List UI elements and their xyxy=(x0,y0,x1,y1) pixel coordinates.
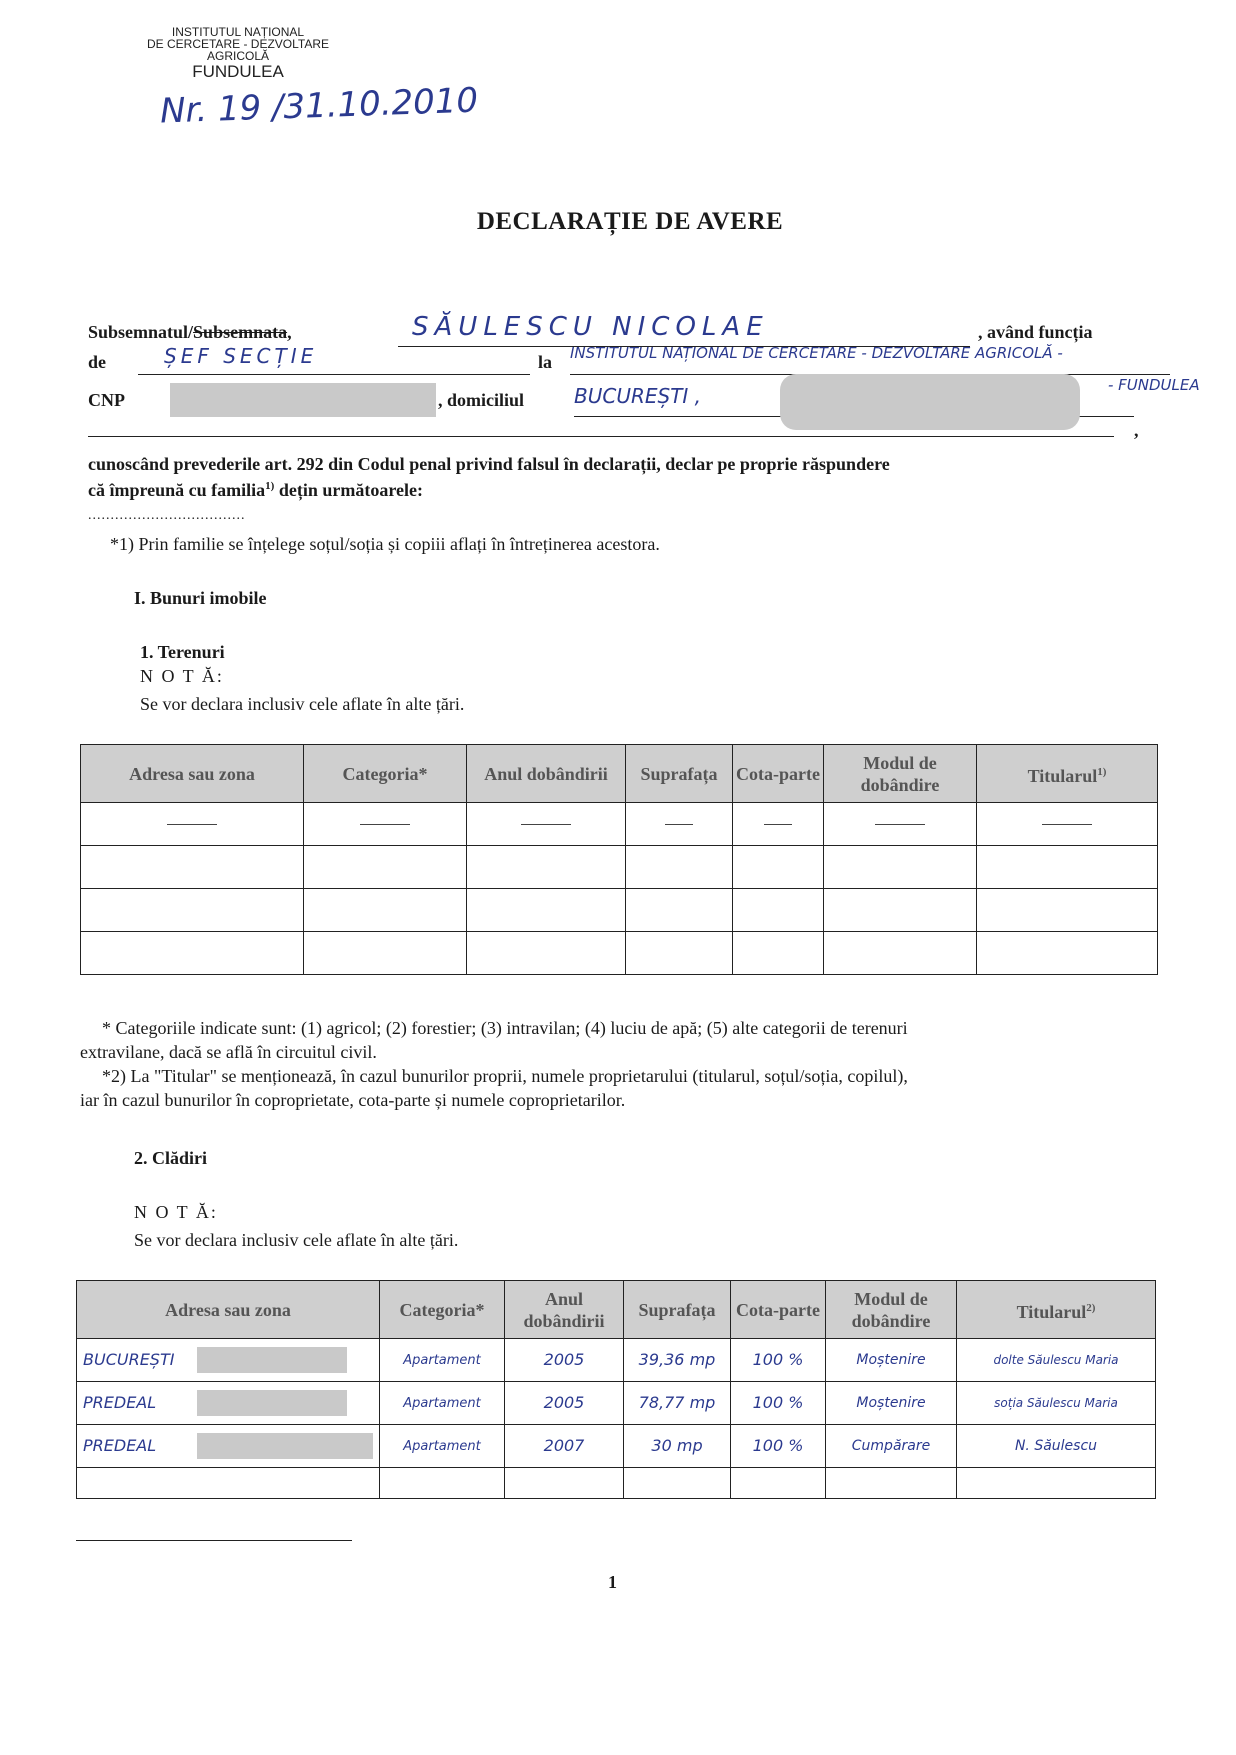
cell-adresa: PREDEAL xyxy=(83,1393,157,1412)
header-cota: Cota-parte xyxy=(731,1281,826,1339)
empty-dash xyxy=(360,824,410,825)
table-terenuri xyxy=(80,744,1158,975)
empty-dash xyxy=(1042,824,1092,825)
stamp-line-2: DE CERCETARE - DEZVOLTARE xyxy=(146,37,330,51)
label-functia: , având funcția xyxy=(978,322,1093,342)
header-categoria: Categoria* xyxy=(380,1281,505,1339)
cell-categoria: Apartament xyxy=(403,1353,481,1368)
label-subsemnata: Subsemnata xyxy=(193,322,288,342)
cell-suprafata: 39,36 mp xyxy=(638,1350,716,1369)
nota-text-terenuri: Se vor declara inclusiv cele aflate în alte țări. xyxy=(140,694,465,714)
address-redacted xyxy=(197,1433,373,1459)
header-categoria: Categoria* xyxy=(304,745,467,803)
address-redacted xyxy=(780,374,1080,430)
document-title: DECLARAȚIE DE AVERE xyxy=(476,208,784,235)
cnp-redacted xyxy=(170,383,436,417)
cell-cota: 100 % xyxy=(752,1393,804,1412)
registration-number: Nr. 19 /31.10.2010 xyxy=(159,80,479,132)
header-anul: Anul dobândirii xyxy=(505,1281,624,1339)
institution-continued: - FUNDULEA xyxy=(1108,376,1200,394)
cell-mod: Moștenire xyxy=(856,1352,926,1368)
empty-dash xyxy=(764,824,792,825)
label-subsemnatul: Subsemnatul/Subsemnata, xyxy=(88,322,292,342)
cell-categoria: Apartament xyxy=(403,1439,481,1454)
cell-mod: Moștenire xyxy=(856,1395,926,1411)
header-cota: Cota-parte xyxy=(733,745,824,803)
header-suprafata: Suprafața xyxy=(624,1281,731,1339)
declarant-name: SĂULESCU NICOLAE xyxy=(412,312,769,342)
table-row xyxy=(81,803,1158,846)
page-number: 1 xyxy=(608,1572,617,1592)
header-adresa: Adresa sau zona xyxy=(77,1281,380,1339)
address-trailing-comma: , xyxy=(1134,420,1139,440)
cell-cota: 100 % xyxy=(752,1350,804,1369)
label-la: la xyxy=(538,352,553,372)
empty-dash xyxy=(665,824,693,825)
header-mod: Modul de dobândire xyxy=(824,745,977,803)
address-redacted xyxy=(197,1347,347,1373)
cell-cota: 100 % xyxy=(752,1436,804,1455)
stamp-line-1: INSTITUTUL NAȚIONAL xyxy=(171,25,305,39)
table-row xyxy=(81,846,1158,889)
intro-dots: ................................... xyxy=(88,508,246,523)
stamp-line-3: AGRICOLĂ xyxy=(206,49,269,63)
cell-titular: dolte Săulescu Maria xyxy=(993,1353,1119,1367)
subsection-cladiri: 2. Clădiri xyxy=(134,1148,208,1168)
header-mod: Modul de dobândire xyxy=(826,1281,957,1339)
intro-line-2: că împreună cu familia$^{1)}$ dețin următoarele: xyxy=(88,480,423,500)
note-categorii: * Categoriile indicate sunt: (1) agricol; (2) forestier; (3) intravilan; (4) luciu de apă; (5) alte categorii de terenuri extravilane, dacă se află în circuitul civil. *2) La "Titular" se menționează, în cazul bunurilor proprii, numele proprietarului (titularul, soțul/soția, copilul), iar în cazul bunurilor în coproprietate, cota-parte și numele coproprietarilor. xyxy=(80,1018,908,1110)
label-de: de xyxy=(88,352,106,372)
table-row xyxy=(77,1339,1156,1382)
cell-suprafata: 78,77 mp xyxy=(638,1393,716,1412)
cell-adresa: BUCUREȘTI xyxy=(83,1350,175,1369)
cell-mod: Cumpărare xyxy=(851,1438,931,1454)
name-field xyxy=(398,312,970,347)
footnote-family: *1) Prin familie se înțelege soțul/soția și copiii aflați în întreținerea acestora. xyxy=(110,534,660,554)
stamp-line-4: FUNDULEA xyxy=(192,62,284,81)
nota-label-cladiri: N O T Ă: xyxy=(134,1202,218,1222)
nota-text-cladiri: Se vor declara inclusiv cele aflate în alte țări. xyxy=(134,1230,459,1250)
cell-anul: 2007 xyxy=(543,1436,585,1455)
empty-dash xyxy=(167,824,217,825)
cell-adresa: PREDEAL xyxy=(83,1436,157,1455)
address-redacted xyxy=(197,1390,347,1416)
header-suprafata: Suprafața xyxy=(626,745,733,803)
section-heading-imobile: I. Bunuri imobile xyxy=(134,588,267,608)
table-row xyxy=(77,1468,1156,1499)
table-row xyxy=(77,1382,1156,1425)
header-anul: Anul dobândirii xyxy=(467,745,626,803)
empty-dash xyxy=(875,824,925,825)
header-adresa: Adresa sau zona xyxy=(81,745,304,803)
table-header-row xyxy=(77,1281,1156,1339)
header-titular: Titularul$^{1)}$ xyxy=(977,745,1158,803)
subsection-terenuri: 1. Terenuri xyxy=(140,642,225,662)
nota-label-terenuri: N O T Ă: xyxy=(140,666,224,686)
label-cnp: CNP xyxy=(88,390,125,410)
intro-line-1: cunoscând prevederile art. 292 din Codul penal privind falsul în declarații, declar pe proprie răspundere xyxy=(88,454,890,474)
cell-categoria: Apartament xyxy=(403,1396,481,1411)
table-cladiri xyxy=(76,1280,1156,1499)
table-row xyxy=(77,1425,1156,1468)
footnote-divider xyxy=(76,1540,352,1541)
function-field xyxy=(138,344,530,375)
cell-anul: 2005 xyxy=(543,1350,585,1369)
cell-suprafata: 30 mp xyxy=(651,1436,703,1455)
address-line-2 xyxy=(88,436,1114,437)
declarant-address: BUCUREȘTI , xyxy=(574,384,702,408)
cell-titular: soția Săulescu Maria xyxy=(994,1396,1118,1410)
table-header-row xyxy=(81,745,1158,803)
institution-field xyxy=(570,344,1170,375)
table-row xyxy=(81,889,1158,932)
institution-stamp xyxy=(128,26,348,82)
cell-titular: N. Săulescu xyxy=(1014,1438,1098,1454)
empty-dash xyxy=(521,824,571,825)
cell-anul: 2005 xyxy=(543,1393,585,1412)
table-row xyxy=(81,932,1158,975)
declarant-institution: INSTITUTUL NAȚIONAL DE CERCETARE - DEZVOLTARE AGRICOLĂ - xyxy=(570,344,1063,362)
declarant-function: ȘEF SECȚIE xyxy=(164,344,318,368)
header-titular: Titularul$^{2)}$ xyxy=(957,1281,1156,1339)
label-domiciliul: , domiciliul xyxy=(438,390,525,410)
